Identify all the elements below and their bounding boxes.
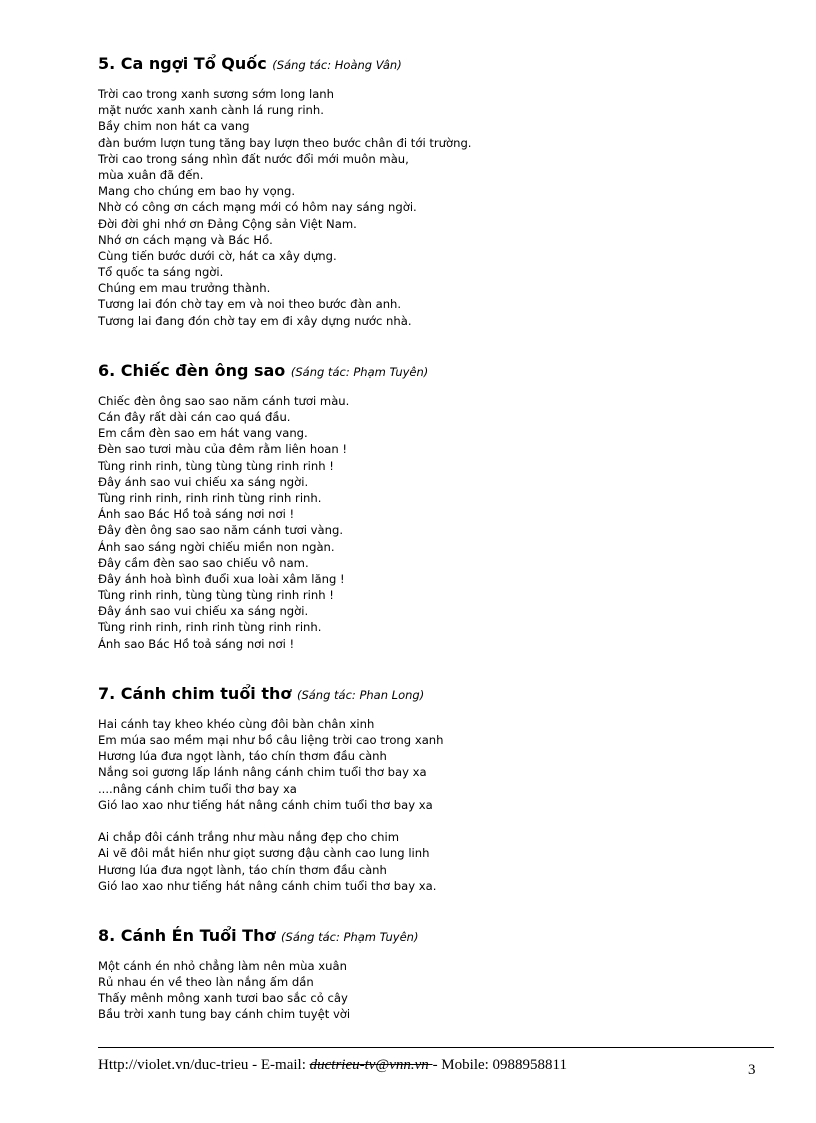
lyric-line: Chúng em mau trưởng thành. [98,281,271,296]
footer-email[interactable]: ductrieu-tv@vnn.vn [309,1057,433,1073]
lyric-line: Em múa sao mềm mại như bồ câu liệng trời cao trong xanh [98,733,444,747]
lyric-line: Đời đời ghi nhớ ơn Đảng Cộng sản Việt Nam. [98,216,357,231]
lyric-line: Bầy chim non hát ca vang [98,119,250,134]
lyric-line: Tương lai đang đón chờ tay em đi xây dựng nước nhà. [98,313,412,328]
lyric-line: Rủ nhau én về theo làn nắng ấm dần [98,975,314,990]
lyric-line: Đây đèn ông sao sao năm cánh tươi vàng. [98,523,344,538]
lyric-line: Ánh sao Bác Hồ toả sáng nơi nơi ! [98,636,295,651]
lyric-line: Cùng tiến bước dưới cờ, hát ca xây dựng. [98,248,337,263]
song-section [98,680,778,894]
song-heading [98,357,778,385]
lyric-line: Mang cho chúng em bao hy vọng. [98,184,296,199]
lyric-line: Cán đây rất dài cán cao quá đầu. [98,410,291,424]
lyric-line: Ai vẽ đôi mắt hiền như giọt sương đậu cành cao lung linh [98,846,430,861]
song-heading [98,680,778,708]
song-section [98,922,778,1023]
lyric-line: Nhờ có công ơn cách mạng mới có hôm nay sáng ngời. [98,200,417,215]
song-section [98,50,778,329]
lyric-line: Đèn sao tươi màu của đêm rằm liên hoan ! [98,442,348,457]
song-credit: (Sáng tác: Phan Long) [296,687,425,702]
song-title: 5. Ca ngợi Tổ Quốc [98,54,273,73]
footer-website: Http://violet.vn/duc-trieu - E-mail: [98,1057,310,1073]
lyric-line: Tùng rinh rinh, rinh rinh tùng rinh rinh. [98,490,322,505]
lyric-line: Chiếc đèn ông sao sao năm cánh tươi màu. [98,393,350,408]
lyric-line: đàn bướm lượn tung tăng bay lượn theo bước chân đi tới trường. [98,135,472,150]
song-title: 6. Chiếc đèn ông sao [98,360,291,380]
lyric-line: Đây cầm đèn sao sao chiếu vô nam. [98,555,309,570]
lyric-line: Tổ quốc ta sáng ngời. [98,265,224,280]
lyric-line: Bầu trời xanh tung bay cánh chim tuyệt vời [98,1007,351,1022]
footer-divider [98,1047,774,1048]
song-lyrics [98,958,778,1023]
lyric-line: mùa xuân đã đến. [98,167,204,182]
lyric-line: Trời cao trong xanh sương sớm long lanh [98,87,335,101]
song-lyrics [98,393,778,652]
lyric-line: Một cánh én nhỏ chẳng làm nên mùa xuân [98,958,347,973]
lyric-line: Đây ánh sao vui chiếu xa sáng ngời. [98,474,309,489]
lyric-line: Nắng soi gương lấp lánh nâng cánh chim tuổi thơ bay xa [98,765,427,780]
song-section [98,357,778,652]
lyric-line: Trời cao trong sáng nhìn đất nước đổi mới muôn màu, [98,151,409,166]
footer [98,1057,778,1074]
lyric-line: Ai chắp đôi cánh trắng như màu nắng đẹp cho chim [98,830,400,845]
footer-mobile: - Mobile: 0988958811 [432,1057,567,1073]
lyric-line: Đây ánh hoà bình đuổi xua loài xâm lăng ! [98,571,345,586]
song-lyrics [98,716,778,894]
song-title: 8. Cánh Én Tuổi Thơ [98,925,282,945]
lyric-line: Tùng rinh rinh, tùng tùng tùng rinh rinh ! [98,588,334,603]
lyric-line: Gió lao xao như tiếng hát nâng cánh chim tuổi thơ bay xa [98,797,433,812]
song-credit: (Sáng tác: Phạm Tuyên) [281,929,419,944]
song-title: 7. Cánh chim tuổi thơ [98,683,297,703]
lyric-line: Em cầm đèn sao em hát vang vang. [98,426,308,441]
song-credit: (Sáng tác: Hoàng Vân) [272,58,402,72]
lyric-line: Thấy mênh mông xanh tươi bao sắc cỏ cây [98,991,348,1006]
song-list [98,50,778,1051]
song-heading [98,50,778,78]
lyric-line: Hai cánh tay kheo khéo cùng đôi bàn chân xinh [98,716,375,731]
lyric-line: Gió lao xao như tiếng hát nâng cánh chim tuổi thơ bay xa. [98,878,437,893]
lyric-line: Tùng rinh rinh, tùng tùng tùng rinh rinh ! [98,458,334,473]
lyric-line: ....nâng cánh chim tuổi thơ bay xa [98,781,297,796]
lyric-line: Hương lúa đưa ngọt lành, táo chín thơm đầu cành [98,862,387,877]
lyric-line: Tương lai đón chờ tay em và noi theo bước đàn anh. [98,297,402,312]
lyric-line: Ánh sao Bác Hồ toả sáng nơi nơi ! [98,507,295,522]
lyric-line: mặt nước xanh xanh cành lá rung rinh. [98,103,324,118]
stanza-break [98,813,778,829]
song-heading [98,922,778,950]
song-credit: (Sáng tác: Phạm Tuyên) [290,364,429,379]
lyric-line: Tùng rinh rinh, rinh rinh tùng rinh rinh. [98,620,322,635]
lyric-line: Đây ánh sao vui chiếu xa sáng ngời. [98,604,309,619]
song-lyrics [98,86,778,329]
page-number: 3 [748,1062,756,1078]
lyric-line: Hương lúa đưa ngọt lành, táo chín thơm đầu cành [98,749,387,764]
lyric-line: Nhớ ơn cách mạng và Bác Hồ. [98,232,273,247]
lyric-line: Ánh sao sáng ngời chiếu miền non ngàn. [98,539,335,554]
